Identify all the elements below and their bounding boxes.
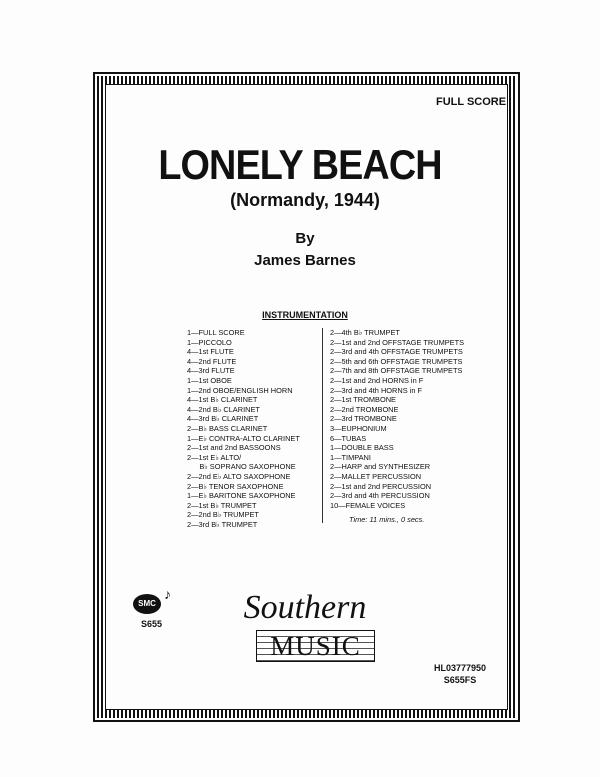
instrument-list-left [187, 328, 300, 529]
instrument-item: 2—1st E♭ ALTO/ [187, 452, 242, 462]
instrument-item: 2—B♭ BASS CLARINET [187, 423, 268, 433]
instrumentation-heading: INSTRUMENTATION [262, 310, 348, 320]
instrument-item: 1—PICCOLO [187, 337, 232, 347]
instrument-list-right [330, 328, 464, 510]
smc-logo: SMC [133, 594, 161, 614]
instrument-item: B♭ SOPRANO SAXOPHONE [187, 462, 296, 472]
instrument-item: 1—TIMPANI [330, 452, 371, 462]
instrument-item: 2—7th and 8th OFFSTAGE TRUMPETS [330, 366, 463, 376]
column-divider [322, 328, 323, 523]
instrument-item: 1—E♭ BARITONE SAXOPHONE [187, 491, 296, 501]
fs-code: S655FS [443, 675, 477, 685]
instrument-item: 1—E♭ CONTRA-ALTO CLARINET [187, 433, 300, 443]
instrument-item: 2—1st and 2nd BASSOONS [187, 443, 281, 453]
instrument-item: 2—4th B♭ TRUMPET [330, 328, 400, 337]
full-score-label: FULL SCORE [436, 96, 507, 108]
instrument-item: 2—1st B♭ TRUMPET [187, 500, 257, 510]
title: LONELY BEACH [158, 141, 442, 188]
hl-code: HL03777950 [433, 663, 487, 673]
instrument-item: 2—HARP and SYNTHESIZER [330, 462, 431, 472]
instrument-item: 2—3rd B♭ TRUMPET [187, 519, 258, 529]
by-label: By [295, 230, 315, 247]
instrument-item: 2—2nd B♭ TRUMPET [187, 510, 259, 520]
instrument-item: 6—TUBAS [330, 433, 367, 443]
instrument-item: 2—3rd TROMBONE [330, 414, 397, 424]
instrument-item: 10—FEMALE VOICES [330, 500, 406, 510]
duration: Time: 11 mins., 0 secs. [349, 515, 425, 524]
instrument-item: 2—MALLET PERCUSSION [330, 471, 422, 481]
music-note-icon: ♪ [164, 586, 171, 602]
instrument-item: 1—DOUBLE BASS [330, 443, 394, 453]
product-codes [420, 662, 500, 686]
instrument-item: 1—1st OBOE [187, 375, 232, 385]
instrument-item: 2—3rd and 4th HORNS in F [330, 385, 423, 395]
instrument-item: 2—5th and 6th OFFSTAGE TRUMPETS [330, 356, 463, 366]
instrument-item: 2—3rd and 4th PERCUSSION [330, 491, 430, 501]
instrument-item: 2—2nd E♭ ALTO SAXOPHONE [187, 471, 291, 481]
publisher-logo-music: MUSIC [256, 630, 375, 662]
instrument-item: 4—3rd FLUTE [187, 366, 235, 376]
instrument-item: 2—3rd and 4th OFFSTAGE TRUMPETS [330, 347, 463, 357]
instrument-item: 1—FULL SCORE [187, 328, 245, 337]
publisher-logo-southern: Southern [243, 589, 367, 626]
composer: James Barnes [254, 252, 356, 269]
instrument-item: 2—B♭ TENOR SAXOPHONE [187, 481, 284, 491]
instrument-item: 4—1st FLUTE [187, 347, 234, 357]
subtitle: (Normandy, 1944) [230, 190, 380, 210]
instrument-item: 4—2nd B♭ CLARINET [187, 404, 260, 414]
instrument-item: 4—2nd FLUTE [187, 356, 237, 366]
instrument-item: 2—1st and 2nd OFFSTAGE TRUMPETS [330, 337, 465, 347]
instrument-item: 2—1st and 2nd PERCUSSION [330, 481, 432, 491]
catalog-number: S655 [141, 619, 163, 629]
instrument-item: 4—1st B♭ CLARINET [187, 395, 258, 405]
instrument-item: 1—2nd OBOE/ENGLISH HORN [187, 385, 293, 395]
instrument-item: 4—3rd B♭ CLARINET [187, 414, 259, 424]
instrument-item: 2—2nd TROMBONE [330, 404, 399, 414]
instrument-item: 2—1st and 2nd HORNS in F [330, 375, 424, 385]
instrument-item: 3—EUPHONIUM [330, 423, 387, 433]
instrument-item: 2—1st TROMBONE [330, 395, 396, 405]
